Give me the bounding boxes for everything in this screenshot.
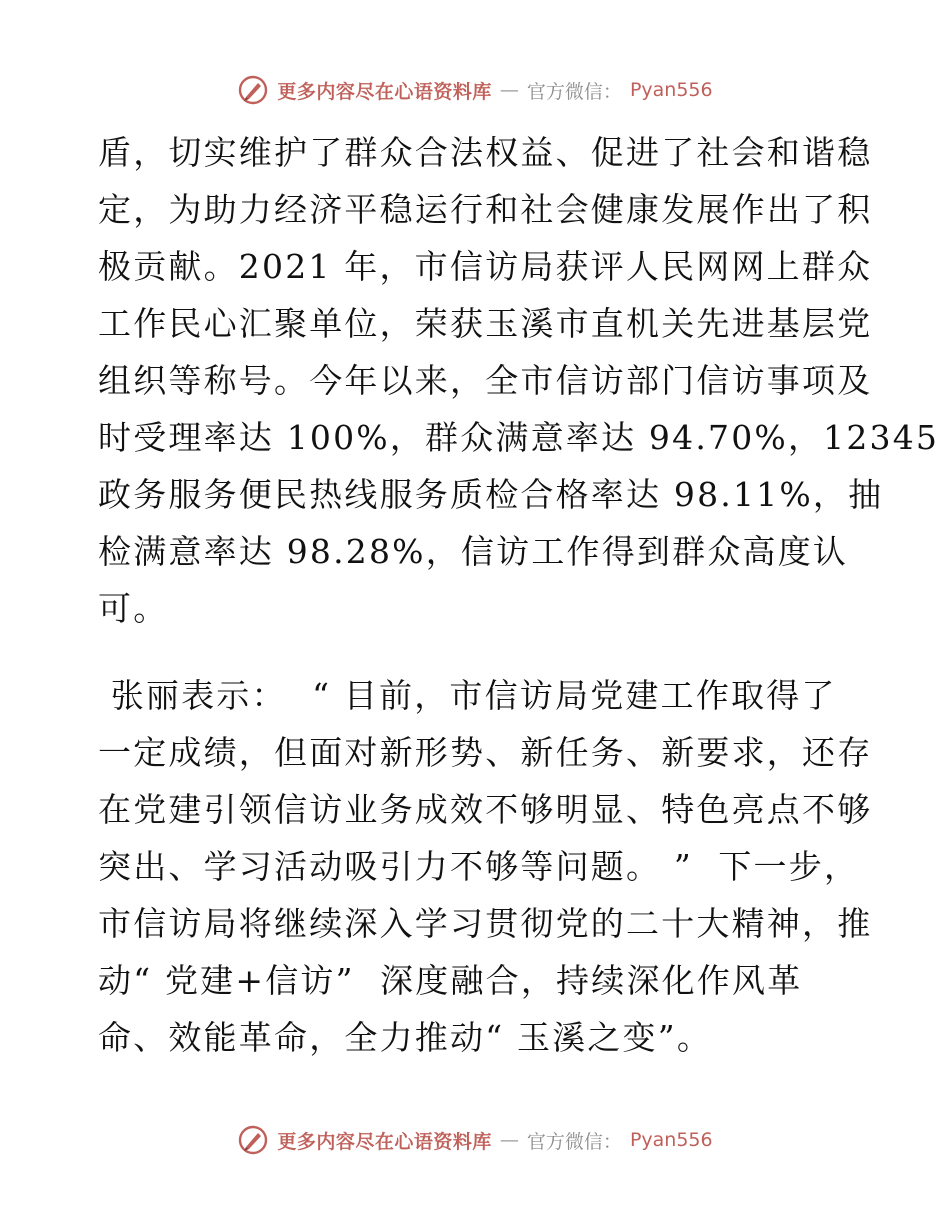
watermark-wechat-id: Pyan556 xyxy=(629,79,713,101)
text-line: 市信访局将继续深入学习贯彻党的二十大精神，推 xyxy=(98,904,873,943)
watermark-dash: — xyxy=(499,79,519,101)
text-line: 命、效能革命，全力推动“ 玉溪之变”。 xyxy=(98,1018,713,1057)
text-line: 一定成绩，但面对新形势、新任务、新要求，还存 xyxy=(98,733,873,772)
watermark-wechat-id: Pyan556 xyxy=(629,1129,713,1151)
pen-logo-icon xyxy=(237,74,269,106)
text-line: 检满意率达 98.28%，信访工作得到群众高度认 xyxy=(98,532,849,571)
text-line: 张丽表示： “ 目前，市信访局党建工作取得了 xyxy=(98,676,837,715)
text-line: 在党建引领信访业务成效不够明显、特色亮点不够 xyxy=(98,790,873,829)
footer-watermark xyxy=(0,1124,950,1156)
text-line: 动“ 党建+信访” 深度融合，持续深化作风革 xyxy=(98,961,803,1000)
watermark-title: 更多内容尽在心语资料库 xyxy=(277,80,492,103)
text-line: 突出、学习活动吸引力不够等问题。 ” 下一步， xyxy=(98,847,860,886)
header-watermark xyxy=(0,74,950,106)
text-line: 政务服务便民热线服务质检合格率达 98.11%，抽 xyxy=(98,475,884,514)
text-line: 可。 xyxy=(98,589,169,628)
pen-logo-icon xyxy=(237,1124,269,1156)
text-line: 时受理率达 100%，群众满意率达 94.70%，12345 xyxy=(98,418,940,457)
watermark-title: 更多内容尽在心语资料库 xyxy=(277,1130,492,1153)
watermark-label: 官方微信： xyxy=(526,1130,622,1153)
watermark-dash: — xyxy=(499,1129,519,1151)
paragraph-2 xyxy=(98,667,873,1066)
text-line: 组织等称号。今年以来，全市信访部门信访事项及 xyxy=(98,361,873,400)
text-line: 极贡献。2021 年，市信访局获评人民网网上群众 xyxy=(98,247,873,286)
paragraph-1 xyxy=(98,124,940,637)
text-line: 定，为助力经济平稳运行和社会健康发展作出了积 xyxy=(98,190,873,229)
watermark-label: 官方微信： xyxy=(526,80,622,103)
text-line: 盾，切实维护了群众合法权益、促进了社会和谐稳 xyxy=(98,133,873,172)
text-line: 工作民心汇聚单位，荣获玉溪市直机关先进基层党 xyxy=(98,304,873,343)
